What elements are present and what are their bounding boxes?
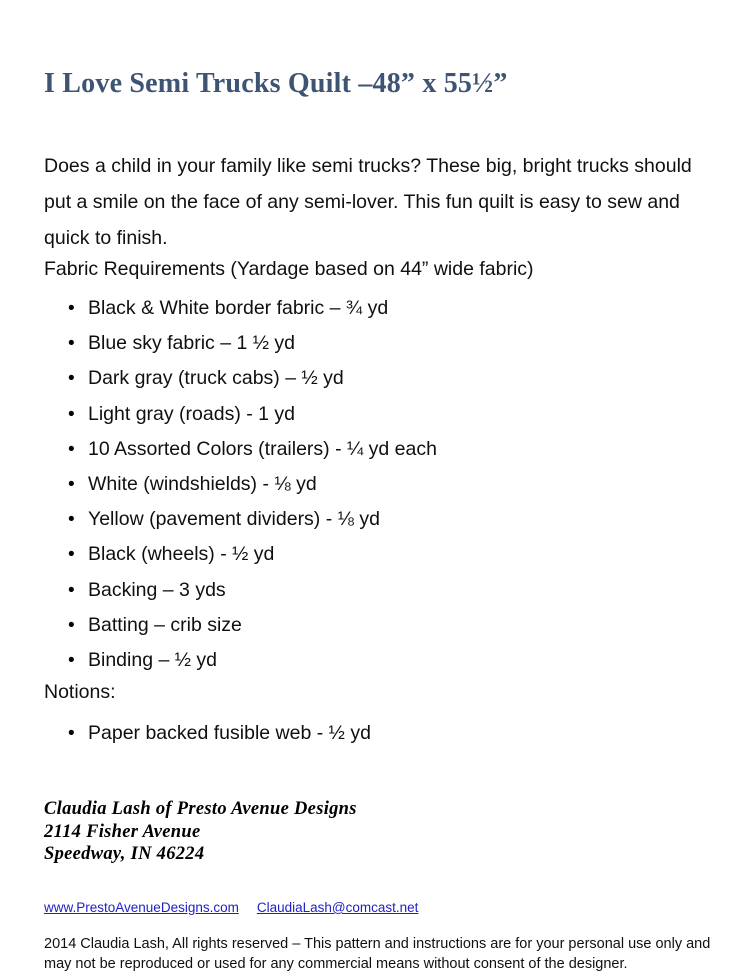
notions-list bbox=[44, 716, 371, 751]
list-item: • Backing – 3 yds bbox=[44, 573, 437, 608]
list-item: • Blue sky fabric – 1 ½ yd bbox=[44, 326, 437, 361]
signature-city-state-zip: Speedway, IN 46224 bbox=[44, 844, 205, 864]
copyright-notice: 2014 Claudia Lash, All rights reserved – This pattern and instructions are for your personal use only and may not be reproduced or used for any commercial means without consent of the designer. bbox=[44, 935, 711, 972]
signature-street: 2114 Fisher Avenue bbox=[44, 821, 201, 842]
fabric-requirements-heading: Fabric Requirements (Yardage based on 44” wide fabric) bbox=[44, 258, 534, 280]
fabric-requirements-list bbox=[44, 291, 437, 678]
list-item: • White (windshields) - ⅛ yd bbox=[44, 467, 437, 502]
page-title: I Love Semi Trucks Quilt –48” x 55½” bbox=[44, 67, 508, 99]
list-item: • Batting – crib size bbox=[44, 608, 437, 643]
list-item: • Yellow (pavement dividers) - ⅛ yd bbox=[44, 502, 437, 537]
email-link[interactable]: ClaudiaLash@comcast.net bbox=[256, 900, 419, 915]
contact-links bbox=[44, 899, 418, 916]
signature-name: Claudia Lash of Presto Avenue Designs bbox=[44, 799, 357, 819]
list-item: • Paper backed fusible web - ½ yd bbox=[44, 716, 371, 751]
notions-heading: Notions: bbox=[44, 681, 116, 703]
list-item: • Black & White border fabric – ¾ yd bbox=[44, 291, 437, 326]
list-item: • Binding – ½ yd bbox=[44, 643, 437, 678]
website-link[interactable]: www.PrestoAvenueDesigns.com bbox=[44, 900, 239, 915]
designer-signature-block bbox=[44, 798, 357, 866]
intro-paragraph: Does a child in your family like semi trucks? These big, bright trucks should put a smile on the face of any semi-lover. This fun quilt is easy to sew and quick to finish. bbox=[44, 154, 692, 249]
list-item: • Black (wheels) - ½ yd bbox=[44, 537, 437, 572]
list-item: • 10 Assorted Colors (trailers) - ¼ yd each bbox=[44, 432, 437, 467]
list-item: • Dark gray (truck cabs) – ½ yd bbox=[44, 361, 437, 396]
list-item: • Light gray (roads) - 1 yd bbox=[44, 397, 437, 432]
